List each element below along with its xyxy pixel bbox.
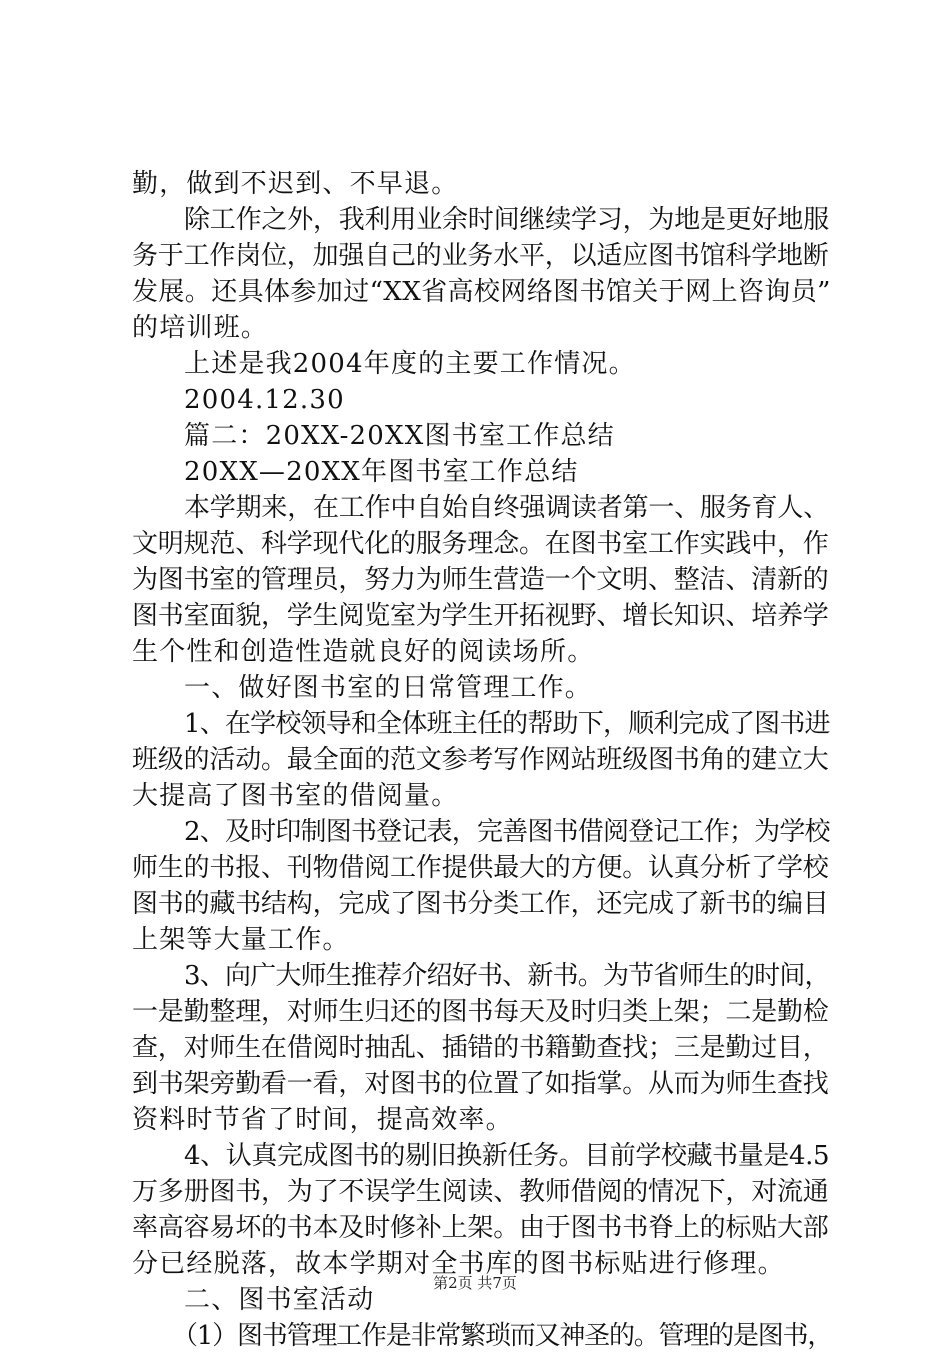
text-line: 率高容易坏的书本及时修补上架。由于图书书脊上的标贴大部 bbox=[132, 1213, 829, 1243]
text-line: 发展。还具体参加过“XX省高校网络图书馆关于网上咨询员” bbox=[132, 277, 831, 307]
text-line: 本学期来，在工作中自始自终强调读者第一、服务育人、 bbox=[184, 493, 830, 523]
text-line: 20XX—20XX年图书室工作总结 bbox=[184, 457, 579, 487]
text-line: 4、认真完成图书的剔旧换新任务。目前学校藏书量是4.5 bbox=[184, 1141, 830, 1171]
text-line: 为图书室的管理员，努力为师生营造一个文明、整洁、清新的 bbox=[132, 565, 829, 595]
text-line: 班级的活动。最全面的范文参考写作网站班级图书角的建立大 bbox=[132, 745, 829, 775]
document-body bbox=[132, 166, 832, 1354]
text-line: 一是勤整理，对师生归还的图书每天及时归类上架；二是勤检 bbox=[132, 997, 829, 1027]
text-line: 大提高了图书室的借阅量。 bbox=[132, 781, 459, 811]
text-line: 2004.12.30 bbox=[184, 385, 345, 415]
text-line: 文明规范、科学现代化的服务理念。在图书室工作实践中，作 bbox=[132, 529, 829, 559]
text-line: 师生的书报、刊物借阅工作提供最大的方便。认真分析了学校 bbox=[132, 853, 829, 883]
text-line: 上述是我2004年度的主要工作情况。 bbox=[184, 349, 636, 379]
text-line: 3、向广大师生推荐介绍好书、新书。为节省师生的时间， bbox=[184, 961, 830, 991]
text-line: （1）图书管理工作是非常繁琐而又神圣的。管理的是图书， bbox=[172, 1321, 833, 1351]
text-line: 2、及时印制图书登记表，完善图书借阅登记工作；为学校 bbox=[184, 817, 830, 847]
page-footer: 第2页 共7页 bbox=[433, 1274, 517, 1292]
text-line: 到书架旁勤看一看，对图书的位置了如指掌。从而为师生查找 bbox=[132, 1069, 829, 1099]
text-line: 的培训班。 bbox=[132, 313, 269, 343]
text-line: 除工作之外，我利用业余时间继续学习，为地是更好地服 bbox=[184, 205, 830, 235]
text-line: 查，对师生在借阅时抽乱、插错的书籍勤查找；三是勤过目， bbox=[132, 1033, 829, 1063]
text-line: 一、做好图书室的日常管理工作。 bbox=[184, 673, 593, 703]
text-line: 上架等大量工作。 bbox=[132, 925, 350, 955]
text-line: 图书的藏书结构，完成了图书分类工作，还完成了新书的编目 bbox=[132, 889, 829, 919]
text-line: 图书室面貌，学生阅览室为学生开拓视野、增长知识、培养学 bbox=[132, 601, 829, 631]
text-line: 二、图书室活动 bbox=[184, 1285, 375, 1315]
text-line: 勤，做到不迟到、不早退。 bbox=[132, 169, 459, 199]
text-line: 万多册图书，为了不误学生阅读、教师借阅的情况下，对流通 bbox=[132, 1177, 829, 1207]
text-line: 分已经脱落，故本学期对全书库的图书标贴进行修理。 bbox=[132, 1249, 785, 1279]
text-line: 务于工作岗位，加强自己的业务水平，以适应图书馆科学地断 bbox=[132, 241, 829, 271]
text-line: 篇二：20XX-20XX图书室工作总结 bbox=[184, 421, 615, 451]
text-line: 1、在学校领导和全体班主任的帮助下，顺利完成了图书进 bbox=[184, 709, 830, 739]
text-line: 生个性和创造性造就良好的阅读场所。 bbox=[132, 637, 595, 667]
text-line: 资料时节省了时间，提高效率。 bbox=[132, 1105, 513, 1135]
